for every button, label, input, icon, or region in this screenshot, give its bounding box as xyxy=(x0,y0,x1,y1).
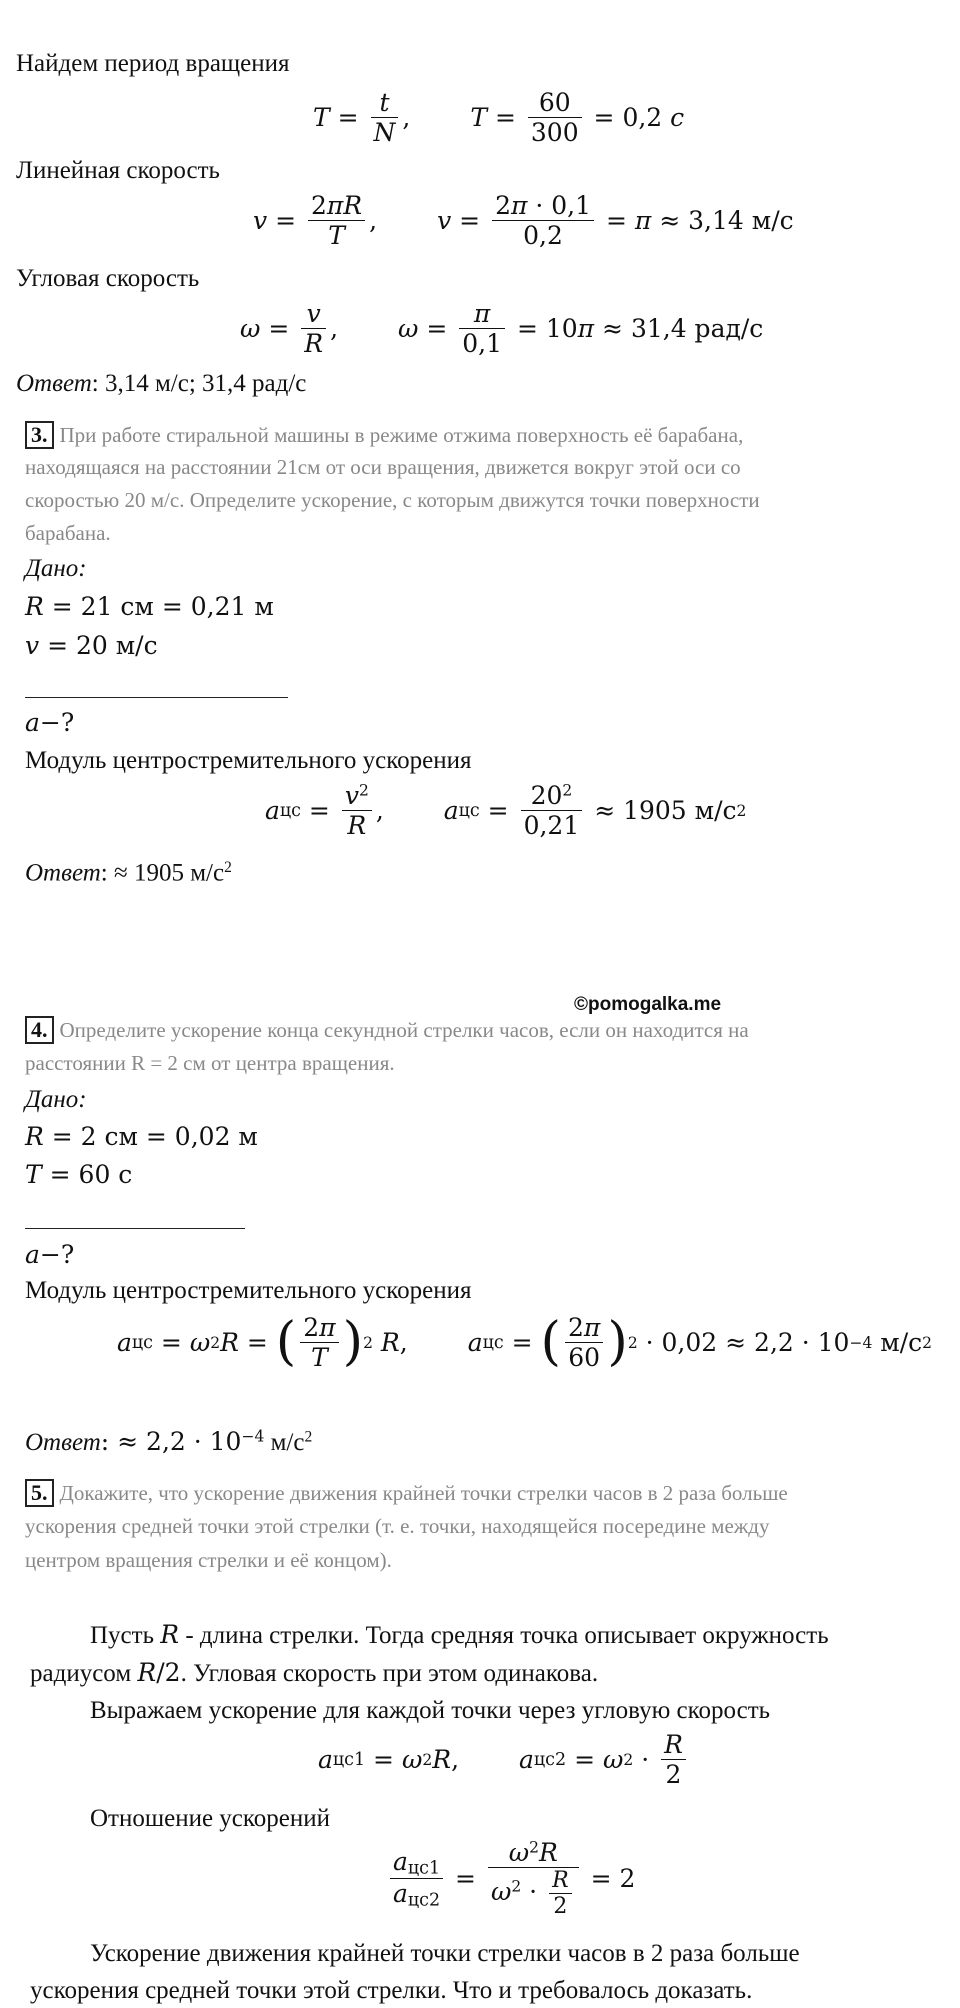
heading-linear: Линейная скорость xyxy=(16,157,220,184)
formula-period: T = $\frac{t}{N}$ , T = $\frac{60}{300}$ = 0,2 с xyxy=(313,88,685,147)
formula-acceleration-4: a цс = ω 2 R = ( $\frac{2\pi}{T}$ ) 2 R , a цс = ( $\frac{2\pi}{60}$ ) 2 · 0,02 ≈ 2,2 · 10 −4 м/с 2 xyxy=(117,1311,933,1373)
conclusion-line-2: ускорения средней точки этой стрелки. Что и требовалось доказать. xyxy=(30,1977,753,2004)
module-heading-4: Модуль центростремительного ускорения xyxy=(25,1277,472,1304)
given-t-4: T = 60 с xyxy=(25,1160,133,1189)
problem-5-line-1: 5. Докажите, что ускорение движения крайней точки стрелки часов в 2 раза больше xyxy=(25,1479,788,1507)
formula-linear-speed: v = $\frac{2\pi R}{T}$ , v = $\frac{2\pi \cdot 0,1}{0,2}$ = π ≈ 3,14 м/с xyxy=(253,191,794,250)
find-3: a−? xyxy=(25,708,75,737)
problem-3-line-2: находящаяся на расстоянии 21см от оси вращения, движется вокруг этой оси со xyxy=(25,455,741,479)
paragraph-1-line-1: Пусть R - длина стрелки. Тогда средняя точка описывает окружность xyxy=(90,1620,829,1649)
problem-4-line-1: 4. Определите ускорение конца секундной стрелки часов, если он находится на xyxy=(25,1016,749,1044)
heading-angular: Угловая скорость xyxy=(16,265,200,292)
given-divider-4 xyxy=(25,1228,245,1229)
paragraph-3: Отношение ускорений xyxy=(90,1805,331,1832)
problem-4-number: 4. xyxy=(25,1016,54,1044)
problem-5-number: 5. xyxy=(25,1479,54,1507)
given-label-4: Дано: xyxy=(25,1086,87,1113)
problem-3-line-3: скоростью 20 м/с. Определите ускорение, с которым движутся точки поверхности xyxy=(25,488,760,512)
answer-4: Ответ: ≈ $2,2 \cdot 10^{-4}$ $м/с^2$ xyxy=(25,1427,313,1456)
given-divider-3 xyxy=(25,697,288,698)
module-heading-3: Модуль центростремительного ускорения xyxy=(25,747,472,774)
problem-3-line-1: 3. При работе стиральной машины в режиме отжима поверхность её барабана, xyxy=(25,421,743,449)
problem-3-number: 3. xyxy=(25,421,54,449)
given-label-3: Дано: xyxy=(25,555,87,582)
formula-accelerations-5: a цс1 = ω 2 R , a цс2 = ω 2 · $\frac{R}{2}$ xyxy=(318,1730,690,1789)
problem-5-line-3: центром вращения стрелки и её концом). xyxy=(25,1548,392,1572)
find-4: a−? xyxy=(25,1240,75,1269)
answer-1: Ответ: 3,14 м/с; 31,4 рад/с xyxy=(16,370,307,397)
answer-3: Ответ: ≈ 1905 $м/с^2$ xyxy=(25,859,232,887)
given-r-3: R = 21 см = 0,21 м xyxy=(25,592,274,621)
problem-5-line-2: ускорения средней точки этой стрелки (т. е. точки, находящейся посередине между xyxy=(25,1514,770,1538)
paragraph-1-line-2: радиусом R/2. Угловая скорость при этом одинакова. xyxy=(30,1658,599,1687)
formula-acceleration-3: a цс = $\frac{v^2}{R}$ , a цс = $\frac{20^2}{0,21}$ ≈ 1905 м/с 2 xyxy=(265,781,747,840)
formula-angular-speed: ω = $\frac{v}{R}$ , ω = $\frac{\pi}{0,1}$ = 10 π ≈ 31,4 рад/с xyxy=(240,299,764,358)
paragraph-2: Выражаем ускорение для каждой точки через угловую скорость xyxy=(90,1697,771,1724)
heading-period: Найдем период вращения xyxy=(16,50,290,77)
given-v-3: v = 20 м/с xyxy=(25,631,158,660)
watermark: ©pomogalka.me xyxy=(574,994,722,1015)
formula-ratio-5: $\frac{a_{цс1}}{a_{цс2}}$ = $\omega^2R$ $\omega^2$ · $\frac{R}{2}$ = 2 xyxy=(386,1838,635,1919)
conclusion-line-1: Ускорение движения крайней точки стрелки часов в 2 раза больше xyxy=(90,1940,800,1967)
given-r-4: R = 2 см = 0,02 м xyxy=(25,1122,258,1151)
problem-3-line-4: барабана. xyxy=(25,521,111,545)
problem-4-line-2: расстоянии R = 2 см от центра вращения. xyxy=(25,1051,395,1075)
